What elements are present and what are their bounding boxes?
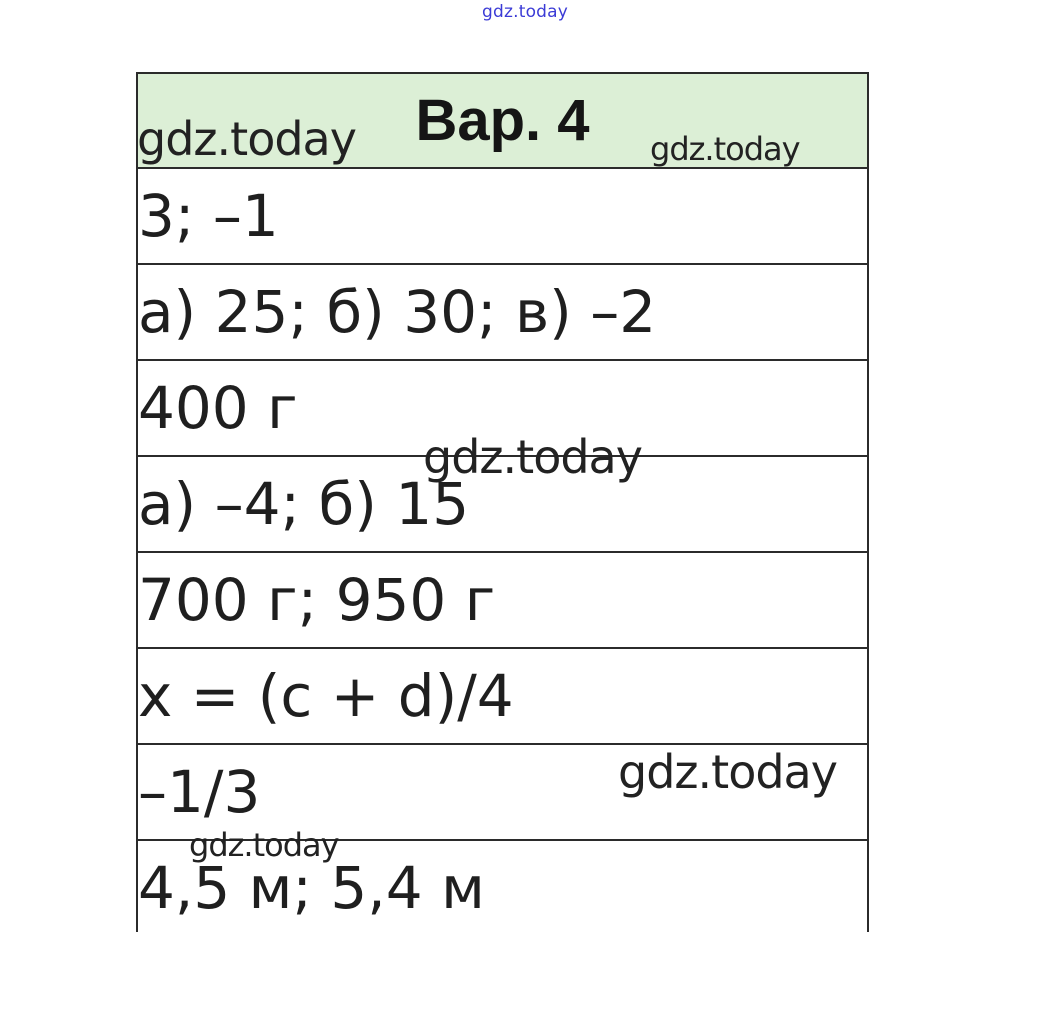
site-watermark-top: gdz.today [482,2,569,22]
watermark: gdz.today [189,826,339,864]
watermark: gdz.today [423,430,642,484]
answer-cell-7: –1/3 [137,744,868,840]
table-row [137,648,868,744]
answer-cell-2: а) 25; б) 30; в) –2 [137,264,868,360]
answer-cell-3: 400 г [137,360,868,456]
answer-cell-5: 700 г; 950 г [137,552,868,648]
table-row [137,168,868,264]
answer-cell-1: 3; –1 [137,168,868,264]
answers-table [136,72,869,932]
watermark: gdz.today [618,745,837,799]
watermark: gdz.today [137,112,356,166]
table-row [137,264,868,360]
variant-heading: Вар. 4 [137,73,868,168]
answer-cell-4: а) –4; б) 15 [137,456,868,552]
answer-cell-8: 4,5 м; 5,4 м [137,840,868,932]
watermark: gdz.today [650,130,800,168]
table-row [137,552,868,648]
answers-table-container [136,72,869,932]
answer-cell-6: x = (c + d)/4 [137,648,868,744]
